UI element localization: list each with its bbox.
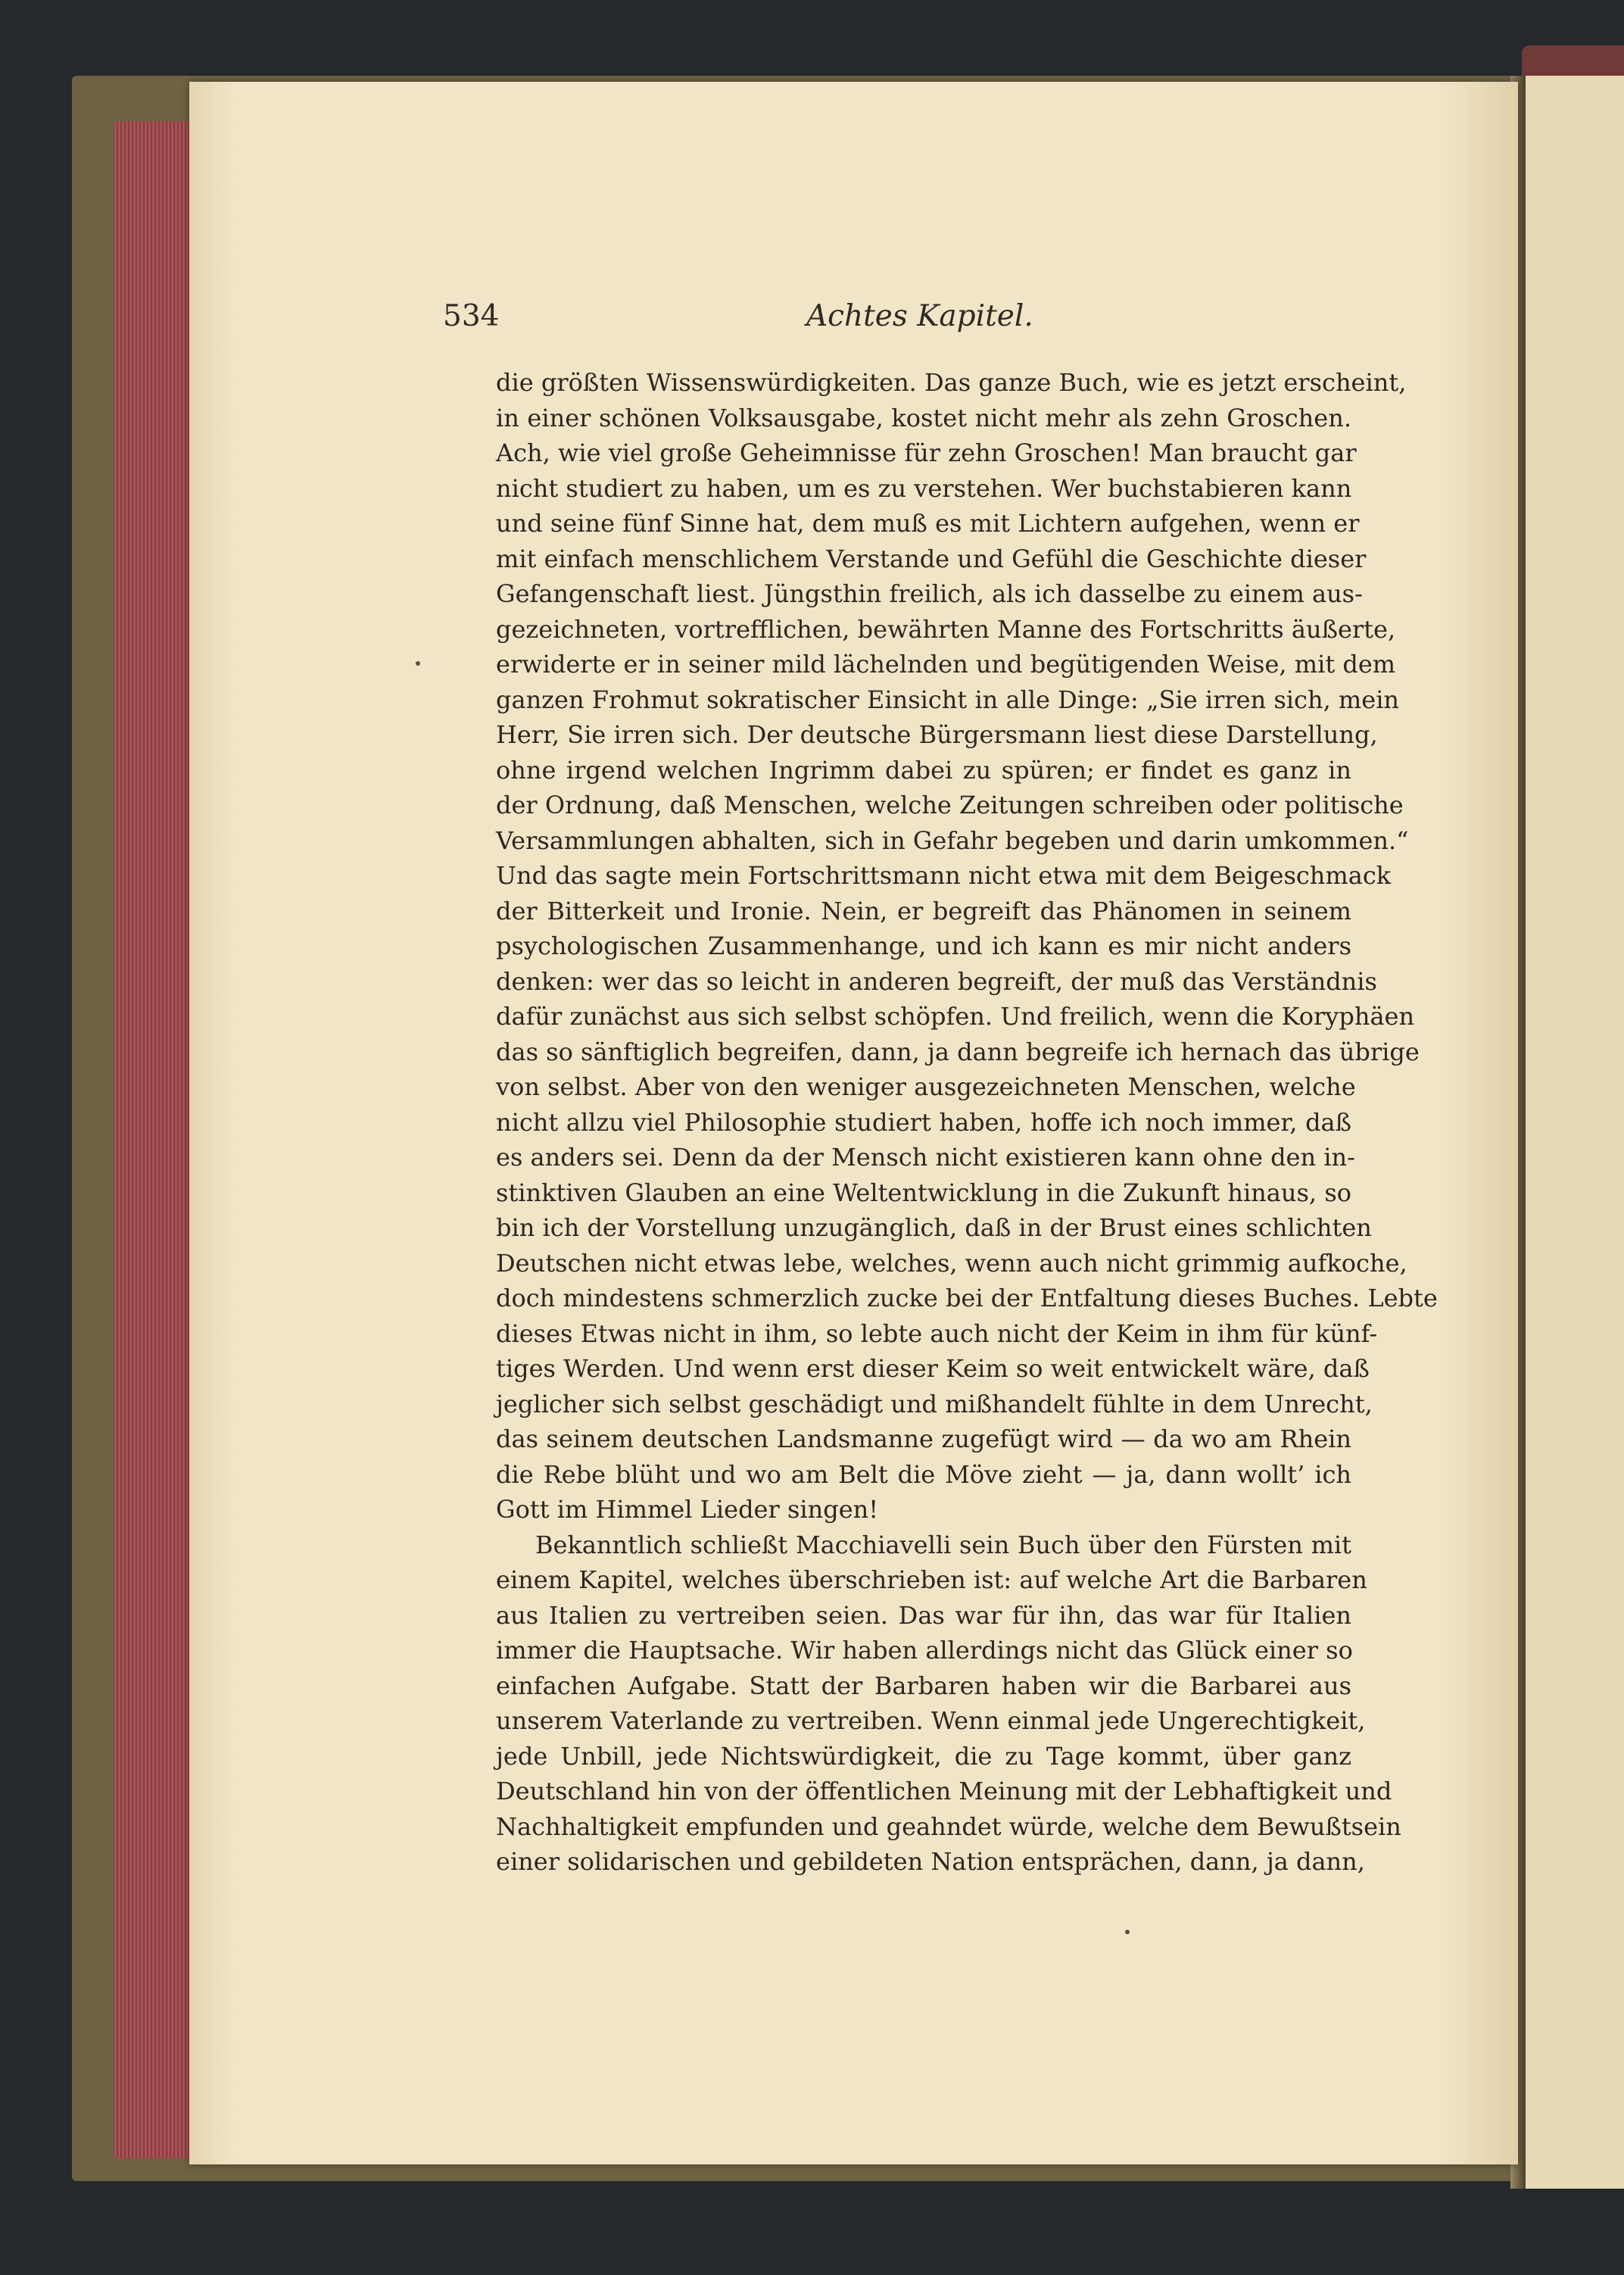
text-line: das seinem deutschen Landsmanne zugefügt wird — da wo am Rhein: [496, 1425, 1351, 1453]
text-line: aus Italien zu vertreiben seien. Das war für ihn, das war für Italien: [496, 1600, 1351, 1630]
text-line: immer die Hauptsache. Wir haben allerdings nicht das Glück einer so: [496, 1636, 1353, 1665]
text-line: doch mindestens schmerzlich zucke bei der Entfaltung dieses Buches. Lebte: [496, 1284, 1438, 1312]
text-line: der Bitterkeit und Ironie. Nein, er begreift das Phänomen in seinem: [496, 896, 1351, 925]
text-line: Und das sagte mein Fortschrittsmann nicht etwa mit dem Beigeschmack: [496, 861, 1392, 890]
text-line: jeglicher sich selbst geschädigt und mißhandelt fühlte in dem Unrecht,: [496, 1389, 1373, 1418]
text-line: Nachhaltigkeit empfunden und geahndet würde, welche dem Bewußtsein: [496, 1812, 1401, 1841]
text-line: ohne irgend welchen Ingrimm dabei zu spüren; er findet es ganz in: [496, 755, 1351, 785]
text-line: das so sänftiglich begreifen, dann, ja dann begreife ich hernach das übrige: [496, 1037, 1420, 1066]
text-line: Ach, wie viel große Geheimnisse für zehn Groschen! Man braucht gar: [496, 438, 1357, 467]
text-line: der Ordnung, daß Menschen, welche Zeitungen schreiben oder politische: [496, 791, 1404, 819]
text-line: Herr, Sie irren sich. Der deutsche Bürgersmann liest diese Darstellung,: [496, 720, 1378, 749]
text-line: die Rebe blüht und wo am Belt die Möve zieht — ja, dann wollt’ ich: [496, 1459, 1351, 1489]
text-line: stinktiven Glauben an eine Weltentwicklung in die Zukunft hinaus, so: [496, 1178, 1351, 1207]
facing-page-edge: [1522, 76, 1624, 2189]
text-line: dafür zunächst aus sich selbst schöpfen. Und freilich, wenn die Koryphäen: [496, 1002, 1415, 1031]
margin-mark: [416, 661, 420, 666]
page-number: 534: [443, 299, 500, 333]
text-line: psychologischen Zusammenhange, und ich kann es mir nicht anders: [496, 932, 1351, 960]
text-line: es anders sei. Denn da der Mensch nicht existieren kann ohne den in-: [496, 1143, 1355, 1172]
body-text: [496, 365, 1438, 1880]
text-line: nicht studiert zu haben, um es zu verstehen. Wer buchstabieren kann: [496, 473, 1352, 503]
text-line: einem Kapitel, welches überschrieben ist: auf welche Art die Barbaren: [496, 1565, 1367, 1594]
text-line: in einer schönen Volksausgabe, kostet nicht mehr als zehn Groschen.: [496, 403, 1351, 432]
text-line: Deutschen nicht etwas lebe, welches, wenn auch nicht grimmig aufkoche,: [496, 1248, 1407, 1278]
text-line: Deutschland hin von der öffentlichen Meinung mit der Lebhaftigkeit und: [496, 1777, 1392, 1805]
text-line: erwiderte er in seiner mild lächelnden und begütigenden Weise, mit dem: [496, 650, 1396, 679]
text-line: dieses Etwas nicht in ihm, so lebte auch nicht der Keim in ihm für künf-: [496, 1319, 1378, 1348]
text-line: die größten Wissenswürdigkeiten. Das ganze Buch, wie es jetzt erscheint,: [496, 368, 1407, 397]
text-line: von selbst. Aber von den weniger ausgezeichneten Menschen, welche: [496, 1072, 1356, 1101]
text-line: nicht allzu viel Philosophie studiert haben, hoffe ich noch immer, daß: [496, 1107, 1351, 1137]
text-line: gezeichneten, vortrefflichen, bewährten Manne des Fortschritts äußerte,: [496, 614, 1396, 644]
text-line: einer solidarischen und gebildeten Nation entsprächen, dann, ja dann,: [496, 1847, 1365, 1876]
text-line: Bekanntlich schließt Macchiavelli sein Buch über den Fürsten mit: [535, 1530, 1351, 1559]
page-header: [443, 299, 1351, 337]
text-line: mit einfach menschlichem Verstande und Gefühl die Geschichte dieser: [496, 544, 1367, 573]
running-title: Achtes Kapitel.: [806, 299, 1033, 333]
print-speck: [1125, 1930, 1130, 1934]
text-line: und seine fünf Sinne hat, dem muß es mit Lichtern aufgehen, wenn er: [496, 509, 1360, 538]
text-line: ganzen Frohmut sokratischer Einsicht in alle Dinge: „Sie irren sich, mein: [496, 685, 1400, 714]
text-line: tiges Werden. Und wenn erst dieser Keim so weit entwickelt wäre, daß: [496, 1354, 1370, 1383]
text-line: bin ich der Vorstellung unzugänglich, daß in der Brust eines schlichten: [496, 1213, 1372, 1242]
text-line: Gefangenschaft liest. Jüngsthin freilich, als ich dasselbe zu einem aus-: [496, 579, 1363, 608]
text-line: Versammlungen abhalten, sich in Gefahr begeben und darin umkommen.“: [496, 825, 1409, 855]
text-line: jede Unbill, jede Nichtswürdigkeit, die zu Tage kommt, über ganz: [496, 1741, 1351, 1771]
text-line: denken: wer das so leicht in anderen begreift, der muß das Verständnis: [496, 966, 1377, 996]
text-line: einfachen Aufgabe. Statt der Barbaren haben wir die Barbarei aus: [496, 1671, 1351, 1700]
text-line: unserem Vaterlande zu vertreiben. Wenn einmal jede Ungerechtigkeit,: [496, 1706, 1366, 1735]
text-line: Gott im Himmel Lieder singen!: [496, 1495, 879, 1524]
